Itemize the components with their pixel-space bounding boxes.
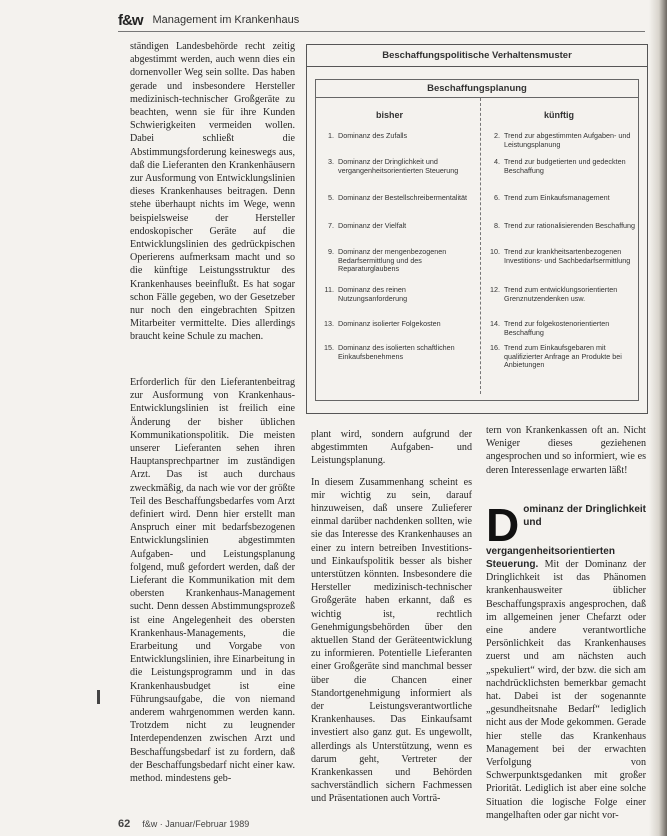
pattern-item-future <box>486 222 636 231</box>
item-text: Trend zum Einkaufsgebaren mit qualifizierter Anfrage an Produkte bei Anbietungen <box>504 343 622 370</box>
paragraph: plant wird, sondern aufgrund der abgestimmten Aufgaben- und Leistungsplanung. <box>311 429 472 467</box>
column-divider <box>480 98 481 394</box>
column-1-bottom <box>130 376 295 793</box>
item-text: Dominanz der Dringlichkeit und vergangenheitsorientierten Steuerung <box>338 157 459 175</box>
diagram-subtitle: Beschaffungsplanung <box>316 83 638 98</box>
pattern-item-before <box>320 320 470 329</box>
item-number: 1. <box>328 131 334 140</box>
column-2 <box>311 428 472 814</box>
item-number: 13. <box>324 319 334 328</box>
pattern-item-future <box>486 344 636 370</box>
page-number: 62 <box>118 818 131 830</box>
pattern-item-future <box>486 286 636 303</box>
item-number: 12. <box>490 285 500 294</box>
item-number: 10. <box>490 247 500 256</box>
item-text: Dominanz des Zufalls <box>338 131 408 140</box>
item-text: Trend zum entwicklungsorientierten Grenznutzendenken usw. <box>504 285 618 303</box>
item-number: 5. <box>328 193 334 202</box>
header-rule <box>118 31 645 32</box>
item-number: 8. <box>494 221 500 230</box>
item-number: 14. <box>490 319 500 328</box>
item-text: Dominanz der mengenbezogenen Bedarfsermittlung und des Reparaturglaubens <box>338 247 447 274</box>
item-number: 11. <box>324 285 334 294</box>
magazine-logo: f&w <box>118 11 143 29</box>
item-number: 7. <box>328 221 334 230</box>
margin-mark <box>97 690 100 704</box>
footer-text: f&w · Januar/Februar 1989 <box>142 819 250 829</box>
pattern-item-before <box>320 132 470 141</box>
item-text: Dominanz der Vielfalt <box>338 221 407 230</box>
section-title: Management im Krankenhaus <box>152 14 300 26</box>
item-text: Trend zur rationalisierenden Beschaffung <box>504 221 636 230</box>
paragraph: Erforderlich für den Lieferantenbeitrag zur Ausformung von Krankenhaus-Entwicklungslinien ist freilich eine Änderung der bisher üblichen Kommunikationspolitik. Die meisten unserer Lieferanten sehen ihren Hauptansprechpartner im zuständigen Arzt. Das ist auch durchaus zweckmäßig, da nach wie vor der größte Teil des Beschaffungsbedarfes vom Arzt definiert wird. Denn hier erstellt man Anspruch einer mit bedarfsbezogenen Entwicklungslinien abgestimmten Aufgaben- und Leistungsplanung folgend, muß gefordert werden, daß der Lieferant die Kommunikation mit dem obersten Krankenhaus-Management sucht. Denn dessen Abstimmungsprozeß ist eine Angelegenheit des obersten Krankenhaus-Managements, die Erarbeitung und Vorgabe von Entwicklungslinien, ihre Einarbeitung in die Leistungsprogramm und in das Krankenhausbudget ist eine Führungsaufgabe, die von niemand anderem wahrgenommen werden kann. Trotzdem nicht zu leugnender Interdependenzen zwischen Arzt und Beschaffungsbedarf ist zu fordern, daß der Beschaffungsbedarf nicht einer kaw. method. mindestens geb- <box>130 377 295 785</box>
item-text: Dominanz isolierter Folgekosten <box>338 319 441 328</box>
column-heading-future: künftig <box>544 110 574 120</box>
pattern-item-future <box>486 194 636 203</box>
item-number: 2. <box>494 131 500 140</box>
pattern-item-future <box>486 132 636 149</box>
item-text: Trend zur folgekostenorientierten Beschaffung <box>504 319 610 337</box>
pattern-item-before <box>320 158 470 175</box>
pattern-item-future <box>486 158 636 175</box>
column-3 <box>486 424 646 822</box>
item-text: Trend zum Einkaufsmanagement <box>504 193 610 202</box>
pattern-item-before <box>320 286 470 303</box>
column-heading-before: bisher <box>376 110 404 120</box>
page-edge-shadow <box>649 0 667 836</box>
item-text: Dominanz des reinen Nutzungsanforderung <box>338 285 408 303</box>
pattern-item-before <box>320 344 470 361</box>
page-header <box>118 10 299 30</box>
item-text: Trend zur budgetierten und gedeckten Beschaffung <box>504 157 626 175</box>
pattern-item-before <box>320 194 470 203</box>
paragraph: In diesem Zusammenhang scheint es mir wichtig zu sein, darauf hinzuweisen, daß unsere Zulieferer einmal darüber nachdenken sollten, wie sie das Interesse des Krankenhauses an einer zu intern betreiben Investitions- und Einkaufspolitik besser als bisher unterstützen könnten. Insbesondere die Hersteller medizinisch-technischer Großgeräte haben erkannt, daß es wichtig ist, rechtlich Genehmigungsbehörden über den aktuellen Stand der Geräteentwicklung zu informieren. Potentielle Lieferanten einer Großgeräte sind manchmal besser über die Chancen einer Standortgenehmigung informiert als der Leistungsverantwortliche Krankenhauses. Das Einkaufsamt investiert also ganz gut. Es ungewollt, allerdings als Unterstützung, wenn es darum geht, Vertreter der Krankenkassen und Behörden sachverständlich sichern Fachmessen und Präsentationen auch Vorträ- <box>311 476 472 805</box>
pattern-item-before <box>320 222 470 231</box>
pattern-item-future <box>486 248 636 265</box>
item-number: 9. <box>328 247 334 256</box>
item-number: 6. <box>494 193 500 202</box>
item-text: Dominanz des isolierten schaftlichen Einkaufsbenehmens <box>338 343 455 361</box>
paragraph: ständigen Landesbehörde recht zeitig abgestimmt werden, auch wenn dies ein dornenvoller Weg sein sollte. Das haben gerade und insbesondere Hersteller medizinisch-technischer Großgeräte zu beachten, wenn sie für ihre Kunden Schwierigkeiten vermeiden wollen. Dabei schließt die Abstimmungsforderung keineswegs aus, daß die Lieferanten den Krankenhäusern zur Ausformung von Entwicklungslinien dieses Krankenhauses beitragen. Denn stehe überhaupt nichts im Wege, wenn beispielsweise der Hersteller endoskopischer Geräte auf die Entwicklungslinien des gedrückpischen Operierens aufmerksam macht und so die künftige Leistungsstruktur des Krankenhauses beeinflußt. Es hat sogar schon Fälle gegeben, wo der Gesetzeber nur noch den eingebrachten Spitzen Mitarbeiter vermittelte. Dies allerdings braucht keine Schule zu machen. <box>130 41 295 343</box>
behavior-pattern-diagram <box>306 44 648 414</box>
section-lead: ominanz der Dringlichkeit und vergangenheitsorientierten Steuerung. <box>486 503 646 571</box>
column-1-top <box>130 40 295 352</box>
item-number: 4. <box>494 157 500 166</box>
page-footer <box>118 818 249 830</box>
item-text: Trend zur krankheitsartenbezogenen Investitions- und Sachbedarfsermittlung <box>504 247 631 265</box>
item-text: Trend zur abgestimmten Aufgaben- und Leistungsplanung <box>504 131 631 149</box>
paragraph: tern von Krankenkassen oft an. Nicht Weniger dieses geziehenen angesprochen und so informiert, wie es deren Interessenlage erwarten läßt! <box>486 425 646 476</box>
item-number: 3. <box>328 157 334 166</box>
pattern-item-future <box>486 320 636 337</box>
pattern-item-before <box>320 248 470 274</box>
item-number: 16. <box>490 343 500 352</box>
diagram-inner-box <box>315 79 639 401</box>
drop-cap: D <box>486 498 520 551</box>
diagram-title: Beschaffungspolitische Verhaltensmuster <box>307 50 647 67</box>
section-block <box>486 498 646 822</box>
item-text: Dominanz der Bestellschreibermentalität <box>338 193 468 202</box>
section-text: Mit der Dominanz der Dringlichkeit ist das Phänomen krankenhausweiter üblicher Beschaffungspraxis angesprochen, daß im allgemeinen jener Chefarzt oder eine andere verantwortliche Persönlichkeit das Krankenhauses zuerst und am nächsten auch „spekuliert“ wird, der bzw. die sich am nachdrücklichsten bemerkbar gemacht hat. Dabei ist der sogenannte „gesundheitsnahe Bedarf“ lediglich nicht aus der Mode gekommen. Gerade hier stelle das Krankenhaus Management bei der erwachten Verfolgung von Schwerpunktsgedanken mit großer Priorität. Lediglich ist aber eine solche Situation die logische Folge einer mangelhaften oder gar nicht vor- <box>486 559 646 821</box>
item-number: 15. <box>324 343 334 352</box>
